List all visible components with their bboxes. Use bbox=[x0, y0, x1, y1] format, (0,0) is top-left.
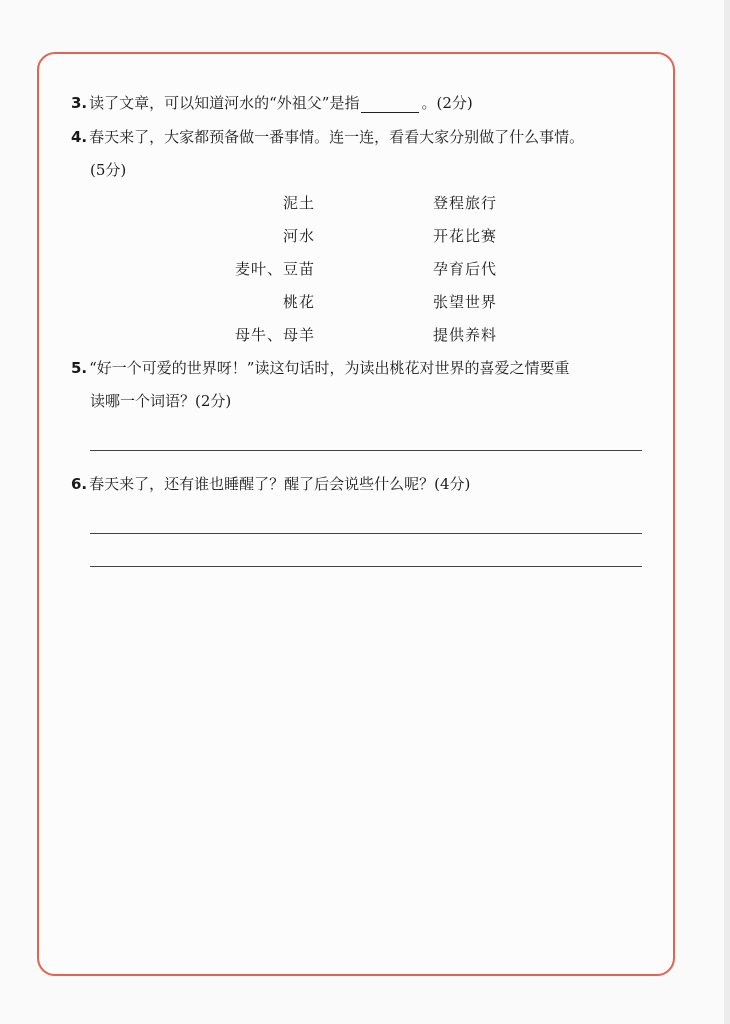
question-4 bbox=[71, 127, 584, 147]
worksheet-frame bbox=[37, 52, 675, 976]
question-5-text: “好一个可爱的世界呀！”读这句话时，为读出桃花对世界的喜爱之情要重 bbox=[89, 359, 570, 377]
question-4-score: (5分) bbox=[90, 161, 127, 179]
question-5 bbox=[71, 358, 569, 378]
question-4-number: 4. bbox=[71, 128, 88, 146]
match-left-item[interactable]: 母牛、母羊 bbox=[234, 326, 315, 344]
match-right-item[interactable]: 登程旅行 bbox=[433, 194, 498, 212]
question-6-answer-line[interactable] bbox=[90, 566, 642, 567]
match-right-item[interactable]: 开花比赛 bbox=[433, 227, 498, 245]
match-right-item[interactable]: 张望世界 bbox=[433, 293, 498, 311]
question-3-number: 3. bbox=[71, 94, 88, 112]
question-6-number: 6. bbox=[71, 475, 88, 493]
page-edge bbox=[724, 0, 730, 1024]
question-6-text: 春天来了，还有谁也睡醒了？醒了后会说些什么呢？(4分) bbox=[89, 475, 471, 493]
match-left-item[interactable]: 河水 bbox=[282, 227, 315, 245]
match-right-item[interactable]: 提供养料 bbox=[433, 326, 498, 344]
question-6 bbox=[71, 474, 470, 494]
match-right-item[interactable]: 孕育后代 bbox=[433, 260, 498, 278]
question-6-answer-line[interactable] bbox=[90, 533, 642, 534]
match-left-item[interactable]: 麦叶、豆苗 bbox=[234, 260, 315, 278]
question-4-text: 春天来了，大家都预备做一番事情。连一连，看看大家分别做了什么事情。 bbox=[89, 128, 585, 146]
match-left-item[interactable]: 桃花 bbox=[282, 293, 315, 311]
question-3-score: 。(2分) bbox=[421, 94, 473, 112]
question-5-answer-line[interactable] bbox=[90, 450, 642, 451]
question-3-text: 读了文章，可以知道河水的“外祖父”是指 bbox=[89, 94, 360, 112]
match-left-item[interactable]: 泥土 bbox=[282, 194, 315, 212]
question-3-answer-blank[interactable] bbox=[361, 97, 419, 113]
question-5-number: 5. bbox=[71, 359, 88, 377]
question-5-text-continued: 读哪一个词语？(2分) bbox=[90, 392, 232, 410]
question-3 bbox=[71, 93, 473, 113]
